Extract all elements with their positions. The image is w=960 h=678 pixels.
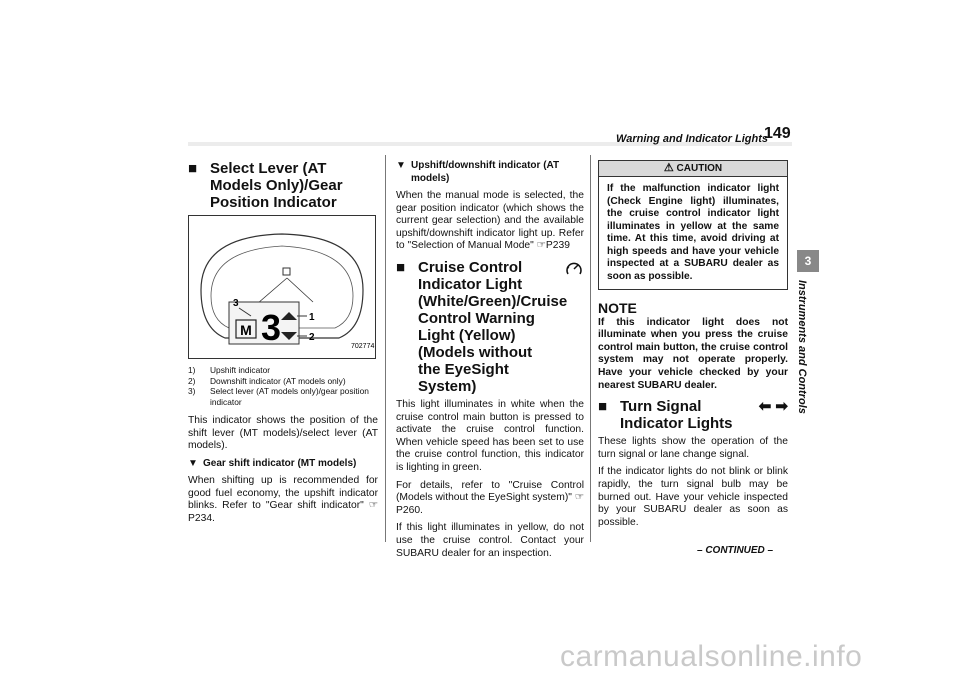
chapter-tab: 3 — [797, 250, 819, 272]
paragraph: These lights show the operation of the turn signal or lane change signal. — [598, 436, 788, 460]
column-3 — [598, 160, 788, 534]
column-divider — [385, 155, 386, 542]
paragraph: This indicator shows the position of the shift lever (MT models)/select lever (AT models). — [188, 415, 378, 452]
note-title: NOTE — [598, 300, 637, 316]
svg-text:3: 3 — [233, 298, 239, 309]
instrument-cluster-illustration — [189, 216, 375, 358]
gear-indicator-figure — [188, 215, 376, 359]
paragraph: If this light illuminates in yellow, do not use the cruise control. Contact your SUBARU dealer for an inspection. — [396, 522, 584, 559]
note-text: If this indicator light does not illuminate when you press the cruise control main button, the cruise control system may not operate properly. Have your vehicle checked by your nearest SUBARU dealer. — [598, 316, 788, 391]
paragraph: This light illuminates in white when the cruise control main button is pressed to activate the cruise control function. When vehicle speed has been set to use the cruise control function, this indicator is lighting in green. — [396, 398, 584, 473]
paragraph: For details, refer to "Cruise Control (Models without the EyeSight system)" ☞P260. — [396, 479, 585, 516]
paragraph: When the manual mode is selected, the gear position indicator (which shows the current gear selection) and the available upshift/downshift indicator light up. Refer to "Selection of Manual Mode" ☞P239 — [396, 190, 584, 252]
triangle-bullet-icon: ▼ — [396, 160, 406, 171]
triangle-bullet-icon: ▼ — [188, 457, 198, 469]
section-heading-turn-signal: ■ Turn Signal Indicator Lights ⬅ ➡ — [598, 398, 788, 433]
heading-square-icon: ■ — [598, 398, 608, 416]
warning-triangle-icon: ⚠ — [663, 162, 674, 174]
sub-heading-gear-shift: ▼ Gear shift indicator (MT models) — [188, 457, 357, 469]
caption-item: 2) Downshift indicator (AT models only) — [188, 375, 346, 386]
figure-caption-list — [188, 365, 378, 407]
heading-square-icon: ■ — [396, 258, 406, 276]
chapter-label: Instruments and Controls — [796, 280, 808, 414]
caution-text: If the malfunction indicator light (Check Engine light) illuminates, the cruise control indicator light illuminates in yellow at the same time. At this time, avoid driving at high speeds and have your vehicle inspected at a SUBARU dealer as soon as possible. — [607, 183, 779, 282]
svg-text:1: 1 — [309, 312, 315, 323]
section-heading-select-lever: ■ Select Lever (AT Models Only)/Gear Position Indicator — [188, 160, 343, 211]
watermark: carmanualsonline.info — [560, 640, 863, 673]
sub-heading-upshift-downshift: ▼ Upshift/downshift indicator (AT models) — [396, 160, 560, 184]
svg-text:3: 3 — [260, 307, 282, 348]
continued-label: – CONTINUED – — [697, 545, 774, 556]
caution-box — [598, 160, 788, 290]
page-number: 149 — [764, 125, 791, 142]
column-divider — [590, 155, 591, 542]
svg-text:M: M — [240, 322, 252, 338]
caption-item: 1) Upshift indicator — [188, 365, 271, 375]
section-heading-cruise-control: ■ Cruise Control Indicator Light (White/Green)/Cruise Control Warning Light (Yellow) (Models without the EyeSight System) — [396, 259, 584, 395]
paragraph: When shifting up is recommended for good fuel economy, the upshift indicator blinks. Refer to "Gear shift indicator" ☞P234. — [188, 475, 378, 525]
caution-header: ⚠ CAUTION — [599, 161, 787, 177]
caption-item: 3) Select lever (AT models only)/gear position indicator — [188, 386, 369, 407]
column-1 — [188, 160, 378, 531]
svg-text:2: 2 — [309, 332, 315, 343]
turn-signal-arrows-icon: ⬅ ➡ — [758, 398, 788, 416]
section-title: Warning and Indicator Lights — [616, 133, 768, 145]
paragraph: If the indicator lights do not blink or blink rapidly, the turn signal bulb may be burned out. Have your vehicle inspected by your SUBARU dealer as soon as possible. — [598, 466, 788, 528]
column-2 — [396, 160, 584, 565]
heading-square-icon: ■ — [188, 160, 198, 177]
svg-text:702774: 702774 — [351, 343, 375, 350]
cruise-control-icon — [564, 259, 584, 279]
